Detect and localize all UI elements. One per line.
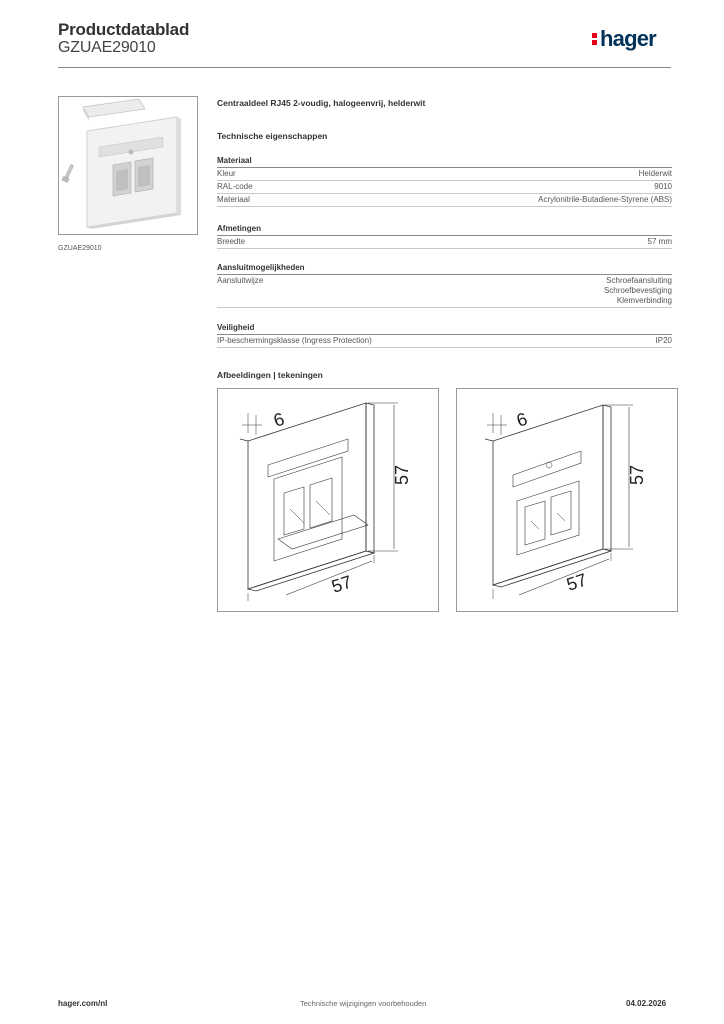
property-row bbox=[217, 335, 672, 348]
dimension-depth-label: 6 bbox=[514, 408, 530, 431]
group-aansluitmogelijkheden bbox=[217, 262, 672, 308]
technical-drawing-2-svg bbox=[457, 389, 677, 611]
property-row bbox=[217, 236, 672, 249]
group-title: Afmetingen bbox=[217, 223, 672, 236]
technical-drawing-2 bbox=[456, 388, 678, 612]
property-label: Breedte bbox=[217, 237, 246, 246]
footer-url-link[interactable]: hager.com/nl bbox=[58, 999, 108, 1008]
product-description: Centraaldeel RJ45 2-voudig, halogeenvrij, helderwit bbox=[217, 98, 426, 108]
property-label: Aansluitwijze bbox=[217, 276, 264, 285]
property-row bbox=[217, 168, 672, 181]
property-label: IP-beschermingsklasse (Ingress Protection) bbox=[217, 336, 372, 345]
property-value: Schroefaansluiting bbox=[606, 276, 672, 285]
logo-dots-icon bbox=[592, 32, 598, 46]
group-afmetingen bbox=[217, 223, 672, 249]
property-value-list bbox=[604, 276, 672, 306]
dimension-width-label: 57 bbox=[329, 571, 355, 597]
photo-caption: GZUAE29010 bbox=[58, 245, 102, 252]
drawings-heading: Afbeeldingen | tekeningen bbox=[217, 370, 323, 380]
header-divider bbox=[58, 67, 671, 68]
property-value: IP20 bbox=[655, 336, 672, 345]
document-title: Productdatablad bbox=[58, 20, 190, 39]
property-row bbox=[217, 181, 672, 194]
logo-text: hager bbox=[600, 26, 656, 51]
dimension-height-label: 57 bbox=[627, 464, 647, 485]
group-title: Aansluitmogelijkheden bbox=[217, 262, 672, 275]
footer-date: 04.02.2026 bbox=[626, 999, 667, 1008]
group-materiaal bbox=[217, 155, 672, 207]
property-value: Schroefbevestiging bbox=[603, 286, 672, 295]
group-title: Veiligheid bbox=[217, 322, 672, 335]
property-value: 9010 bbox=[654, 182, 672, 191]
property-label: Materiaal bbox=[217, 195, 250, 204]
technical-heading: Technische eigenschappen bbox=[217, 131, 328, 141]
property-value: 57 mm bbox=[647, 237, 672, 246]
property-value: Helderwit bbox=[638, 169, 672, 178]
property-row bbox=[217, 275, 672, 308]
property-value: Klemverbinding bbox=[616, 296, 672, 305]
product-code: GZUAE29010 bbox=[58, 39, 156, 56]
dimension-width-label: 57 bbox=[564, 569, 590, 595]
product-photo bbox=[58, 96, 198, 235]
group-veiligheid bbox=[217, 322, 672, 348]
technical-drawing-1 bbox=[217, 388, 439, 612]
technical-drawing-1-svg bbox=[218, 389, 438, 611]
dimension-height-label: 57 bbox=[392, 464, 412, 485]
property-row bbox=[217, 194, 672, 207]
group-title: Materiaal bbox=[217, 155, 672, 168]
product-photo-illustration bbox=[59, 97, 197, 234]
dimension-depth-label: 6 bbox=[271, 408, 287, 431]
footer-note: Technische wijzigingen voorbehouden bbox=[300, 999, 427, 1008]
property-label: Kleur bbox=[217, 169, 236, 178]
hager-logo bbox=[592, 26, 656, 52]
property-value: Acrylonitrile-Butadiene-Styrene (ABS) bbox=[538, 195, 672, 204]
property-label: RAL-code bbox=[217, 182, 253, 191]
